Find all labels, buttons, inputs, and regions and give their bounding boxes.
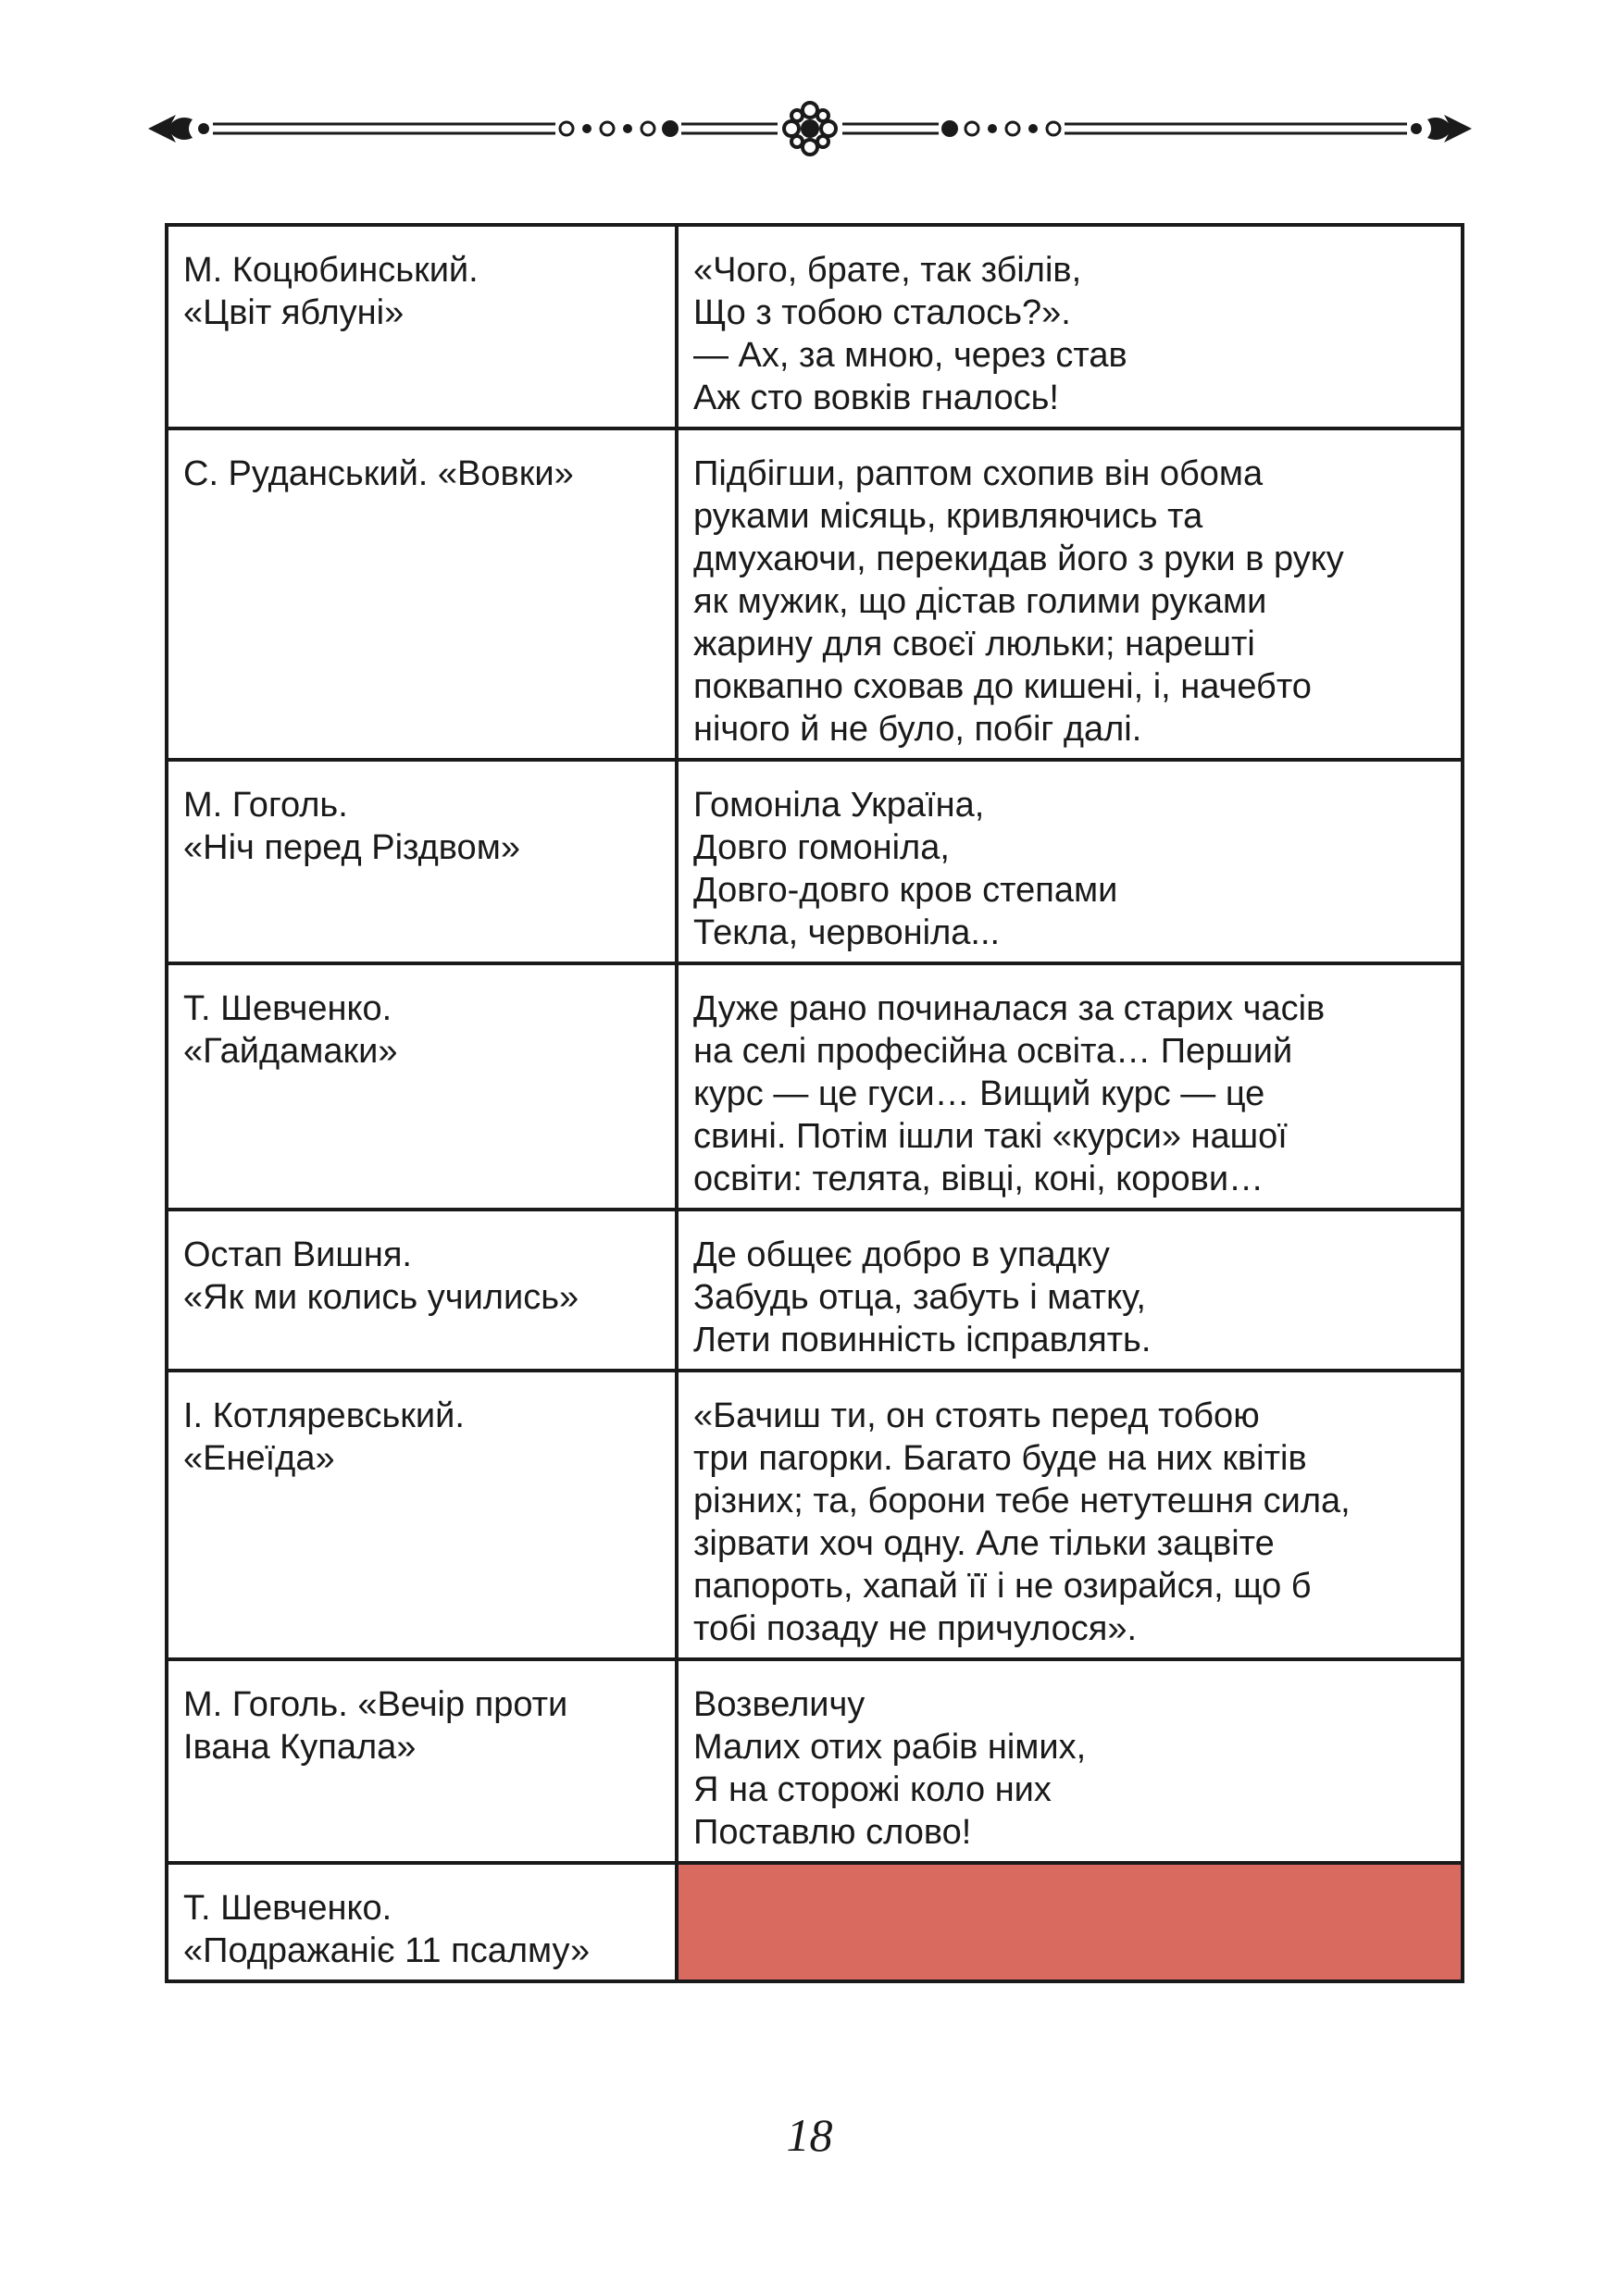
quote-line: Довго гомоніла,	[693, 828, 950, 867]
quote-line: Аж сто вовків гналось!	[693, 379, 1059, 417]
quote-line: папороть, хапай її і не озирайся, що б	[693, 1567, 1312, 1606]
quote-line: Де общеє добро в упадку	[693, 1235, 1110, 1274]
author-line: Т. Шевченко.	[183, 1889, 392, 1928]
quote-line: Поставлю слово!	[693, 1813, 972, 1852]
table-row	[167, 760, 1463, 963]
quote-line: на селі професійна освіта… Перший	[693, 1032, 1293, 1071]
author-line: М. Гоголь.	[183, 786, 348, 825]
quote-line: Малих отих рабів німих,	[693, 1728, 1087, 1767]
table-row	[167, 225, 1463, 428]
author-cell	[167, 225, 677, 428]
quote-line: Забудь отца, забуть і матку,	[693, 1278, 1146, 1317]
author-line: М. Коцюбинський.	[183, 251, 479, 290]
table-row	[167, 1210, 1463, 1371]
author-cell	[167, 760, 677, 963]
quote-line: Возвеличу	[693, 1685, 866, 1724]
author-line: М. Гоголь. «Вечір проти	[183, 1685, 568, 1724]
quote-line: Довго-довго кров степами	[693, 871, 1118, 910]
quote-line: свині. Потім ішли такі «курси» нашої	[693, 1117, 1288, 1156]
author-line: Івана Купала»	[183, 1728, 417, 1767]
quote-cell	[677, 1210, 1463, 1371]
quote-cell	[677, 428, 1463, 760]
empty-answer-cell	[677, 1863, 1463, 1981]
decorative-divider-icon	[148, 96, 1472, 161]
quote-line: Гомоніла Україна,	[693, 786, 985, 825]
quote-line: поквапно сховав до кишені, і, начебто	[693, 667, 1312, 706]
quote-line: «Чого, брате, так збілів,	[693, 251, 1082, 290]
quote-cell	[677, 963, 1463, 1210]
author-cell	[167, 963, 677, 1210]
author-cell	[167, 1863, 677, 1981]
quote-line: Підбігши, раптом схопив він обома	[693, 454, 1264, 493]
page-number: 18	[786, 2109, 833, 2161]
quote-line: зірвати хоч одну. Але тільки зацвіте	[693, 1524, 1275, 1563]
table-body	[167, 225, 1463, 1981]
author-line: Остап Вишня.	[183, 1235, 412, 1274]
author-line: «Подражаніє 11 псалму»	[183, 1931, 591, 1970]
quote-line: різних; та, борони тебе нетутешня сила,	[693, 1482, 1351, 1520]
quote-line: Я на сторожі коло них	[693, 1770, 1052, 1809]
matching-table	[165, 223, 1464, 1983]
author-line: «Як ми колись учились»	[183, 1278, 579, 1317]
author-line: «Цвіт яблуні»	[183, 293, 405, 332]
author-cell	[167, 1659, 677, 1863]
table-row	[167, 428, 1463, 760]
quote-line: Текла, червоніла...	[693, 913, 1001, 952]
quote-line: три пагорки. Багато буде на них квітів	[693, 1439, 1307, 1478]
quote-line: дмухаючи, перекидав його з руки в руку	[693, 540, 1344, 578]
quote-cell	[677, 1659, 1463, 1863]
quote-line: жарину для своєї люльки; нарешті	[693, 625, 1255, 664]
quote-line: Лети повинність ісправлять.	[693, 1321, 1152, 1359]
author-cell	[167, 428, 677, 760]
table-row	[167, 1863, 1463, 1981]
quote-cell	[677, 760, 1463, 963]
author-cell	[167, 1210, 677, 1371]
quote-line: тобі позаду не причулося».	[693, 1609, 1138, 1648]
quote-line: освіти: телята, вівці, коні, корови…	[693, 1160, 1264, 1198]
quote-cell	[677, 225, 1463, 428]
author-line: «Енеїда»	[183, 1439, 335, 1478]
quote-line: руками місяць, кривляючись та	[693, 497, 1203, 536]
quote-line: Що з тобою сталось?».	[693, 293, 1071, 332]
author-line: І. Котляревський.	[183, 1396, 465, 1435]
quote-line: Дуже рано починалася за старих часів	[693, 989, 1326, 1028]
author-line: С. Руданський. «Вовки»	[183, 454, 574, 493]
quote-cell	[677, 1371, 1463, 1659]
table-row	[167, 1371, 1463, 1659]
quote-line: як мужик, що дістав голими руками	[693, 582, 1267, 621]
author-cell	[167, 1371, 677, 1659]
author-line: «Ніч перед Різдвом»	[183, 828, 520, 867]
author-line: «Гайдамаки»	[183, 1032, 398, 1071]
author-line: Т. Шевченко.	[183, 989, 392, 1028]
table-row	[167, 1659, 1463, 1863]
quote-line: — Ах, за мною, через став	[693, 336, 1127, 375]
quote-line: «Бачиш ти, он стоять перед тобою	[693, 1396, 1260, 1435]
quote-line: нічого й не було, побіг далі.	[693, 710, 1142, 749]
table-row	[167, 963, 1463, 1210]
quote-line: курс — це гуси… Вищий курс — це	[693, 1074, 1265, 1113]
